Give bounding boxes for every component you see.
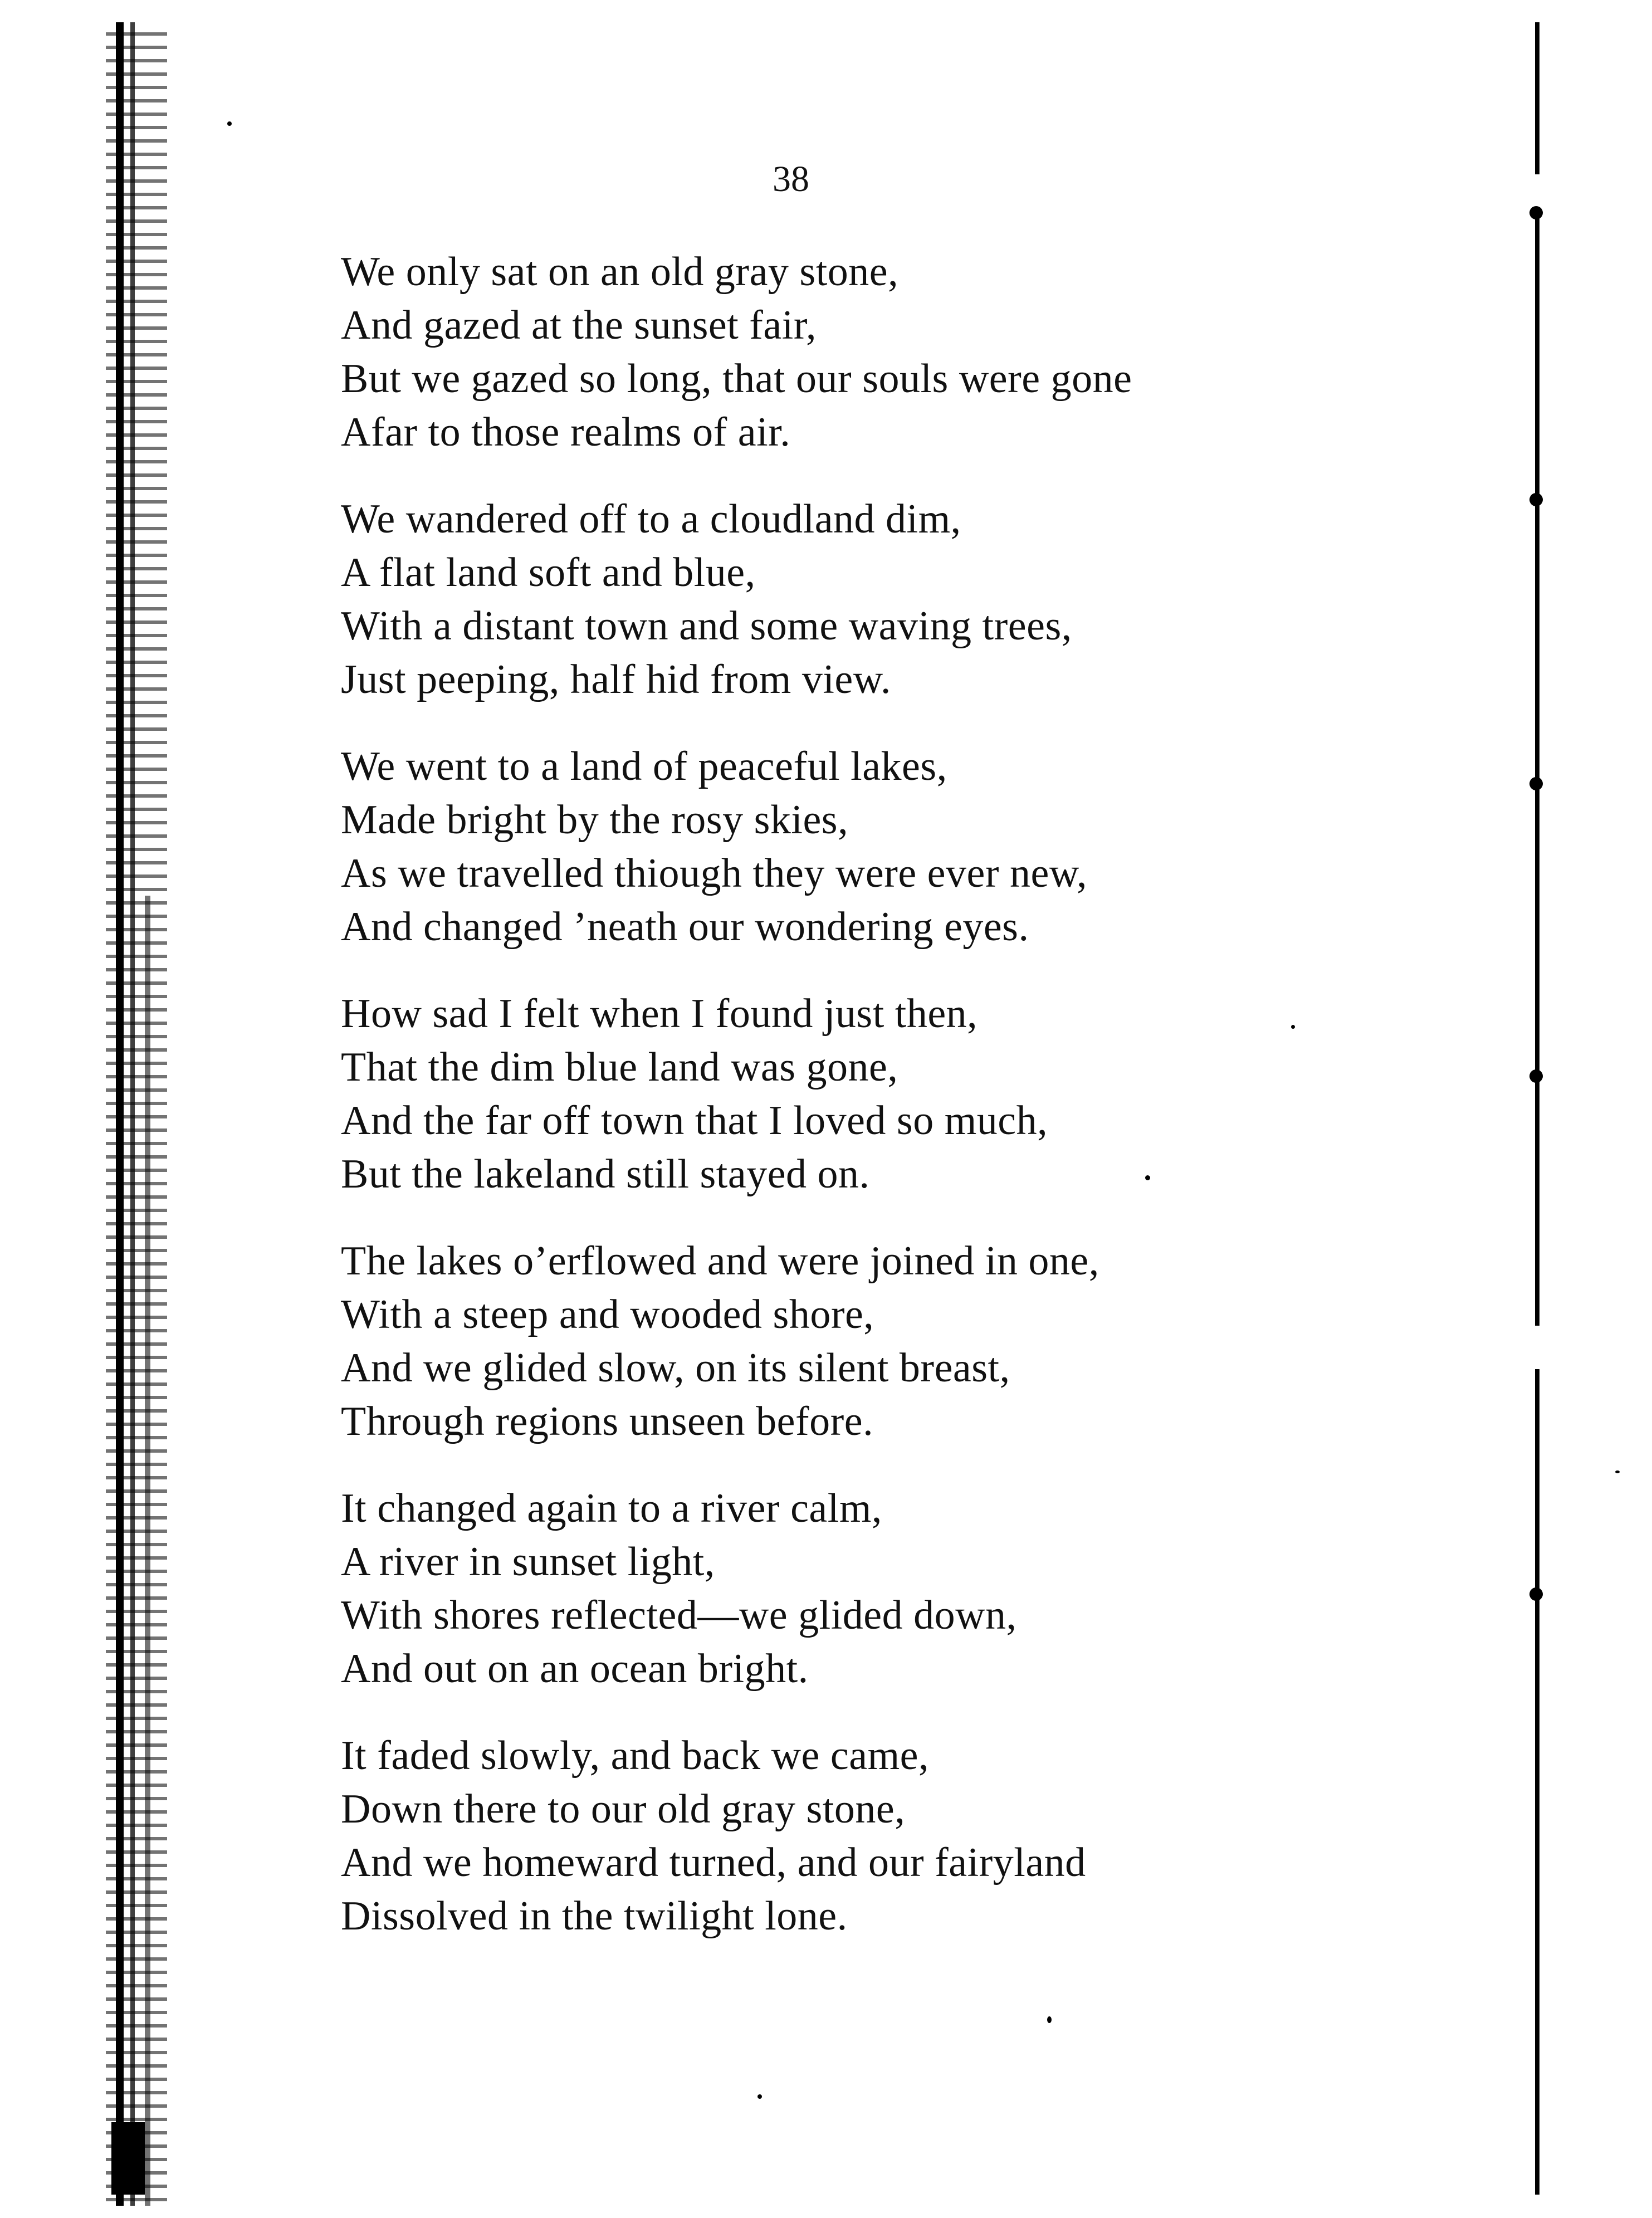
poem-line: We wandered off to a cloudland dim, [341, 496, 961, 542]
poem-body [341, 245, 1288, 1976]
poem-line: How sad I felt when I found just then, [341, 991, 978, 1037]
poem-line: Dissolved in the twilight lone. [341, 1893, 848, 1939]
poem-line: With a distant town and some waving trees, [341, 603, 1072, 649]
binding-notch [1529, 493, 1543, 506]
poem-line: Just peeping, half hid from view. [341, 657, 891, 702]
poem-line: It faded slowly, and back we came, [341, 1733, 929, 1779]
poem-line: And we glided slow, on its silent breast, [341, 1345, 1010, 1391]
poem-line: That the dim blue land was gone, [341, 1044, 898, 1090]
binding-notch [1529, 206, 1543, 219]
ink-speck [757, 2094, 762, 2099]
poem-line: We only sat on an old gray stone, [341, 249, 899, 295]
binding-notch [1529, 1587, 1543, 1601]
poem-line: The lakes o’erflowed and were joined in one, [341, 1238, 1099, 1284]
poem-line: A flat land soft and blue, [341, 550, 756, 595]
stanza-1 [341, 245, 1288, 459]
binding-notch [1529, 777, 1543, 790]
poem-line: And out on an ocean bright. [341, 1646, 809, 1692]
poem-line: It changed again to a river calm, [341, 1486, 882, 1531]
stanza-6 [341, 1482, 1288, 1696]
right-binding-edge [1526, 22, 1548, 2195]
poem-line: But the lakeland still stayed on. [341, 1151, 870, 1197]
poem-line: Down there to our old gray stone, [341, 1786, 906, 1832]
page-number: 38 [773, 159, 809, 199]
ink-speck [227, 121, 232, 126]
poem-line: And changed ’neath our wondering eyes. [341, 904, 1029, 950]
stanza-4 [341, 987, 1288, 1201]
poem-line: But we gazed so long, that our souls were gone [341, 356, 1132, 402]
poem-line: With shores reflected—we glided down, [341, 1592, 1017, 1638]
poem-line: We went to a land of peaceful lakes, [341, 744, 947, 789]
ink-speck [1615, 1470, 1620, 1473]
binding-line [1535, 22, 1539, 2195]
binding-notch [1529, 1069, 1543, 1083]
stanza-5 [341, 1234, 1288, 1448]
poem-line: Through regions unseen before. [341, 1399, 874, 1444]
poem-line: As we travelled thiough they were ever new, [341, 851, 1087, 896]
stanza-2 [341, 492, 1288, 706]
left-binding-edge [106, 22, 167, 2206]
binding-bar [130, 22, 135, 2206]
poem-line: Made bright by the rosy skies, [341, 797, 849, 843]
poem-line: Afar to those realms of air. [341, 409, 791, 455]
binding-bar [145, 896, 150, 2206]
binding-bar [116, 22, 124, 2206]
poem-line: A river in sunset light, [341, 1539, 715, 1585]
poem-line: And gazed at the sunset fair, [341, 302, 817, 348]
stanza-3 [341, 740, 1288, 954]
poem-line: With a steep and wooded shore, [341, 1292, 874, 1337]
binding-block [111, 2122, 145, 2195]
stanza-7 [341, 1729, 1288, 1943]
ink-speck [1047, 2016, 1052, 2023]
ink-speck [1291, 1025, 1295, 1029]
poem-line: And we homeward turned, and our fairyland [341, 1840, 1086, 1885]
poem-line: And the far off town that I loved so much, [341, 1098, 1048, 1144]
